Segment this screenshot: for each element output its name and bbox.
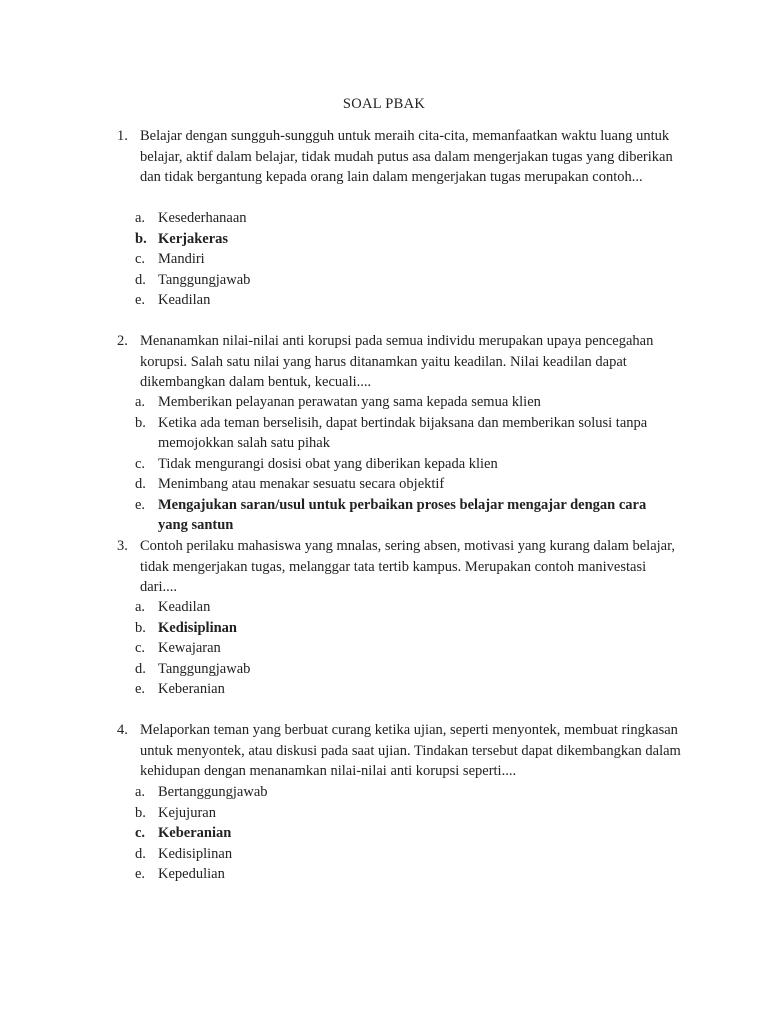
option-text: Kejujuran xyxy=(158,804,216,821)
option-text: Keadilan xyxy=(158,292,211,308)
option-text: Tanggungjawab xyxy=(158,660,251,677)
option-text: Kesederhanaan xyxy=(158,210,247,226)
option-letter: d. xyxy=(135,845,146,862)
option-3d xyxy=(0,659,768,680)
question-text: Belajar dengan sungguh-sungguh untuk meraih cita-cita, memanfaatkan waktu luang untuk belajar, aktif dalam belajar, tidak mudah putus asa dalam mengerjakan tugas yang diberikan dan tidak bergantung kepada orang lain dalam mengerjakan tugas merupakan contoh... xyxy=(140,128,673,185)
option-1e xyxy=(0,290,768,311)
option-letter: b. xyxy=(135,414,146,431)
option-letter: a. xyxy=(135,784,146,800)
option-letter: e. xyxy=(135,292,146,308)
option-letter: d. xyxy=(135,476,146,492)
option-letter: e. xyxy=(135,496,146,513)
option-text: Memberikan pelayanan perawatan yang sama kepada semua klien xyxy=(158,394,541,410)
option-1d xyxy=(0,270,768,291)
option-4b xyxy=(0,803,768,824)
option-2e xyxy=(0,495,768,536)
option-letter: d. xyxy=(135,271,146,288)
option-3c xyxy=(0,638,768,659)
option-2d xyxy=(0,474,768,495)
option-letter: e. xyxy=(135,681,146,697)
option-4e xyxy=(0,864,768,885)
options-1 xyxy=(0,208,768,311)
options-3 xyxy=(0,597,768,700)
option-text: Ketika ada teman berselisih, dapat bertindak bijaksana dan memberikan solusi tanpa memojokkan salah satu pihak xyxy=(158,414,648,451)
option-letter: a. xyxy=(135,210,146,226)
option-letter: b. xyxy=(135,230,147,247)
option-letter: c. xyxy=(135,251,146,267)
option-letter: c. xyxy=(135,640,146,656)
option-3b xyxy=(0,618,768,639)
option-letter: b. xyxy=(135,804,146,821)
question-text: Contoh perilaku mahasiswa yang mnalas, sering absen, motivasi yang kurang dalam belajar, tidak mengerjakan tugas, melanggar tata tertib kampus. Merupakan contoh manivestasi dari.... xyxy=(140,538,675,595)
option-text: Kewajaran xyxy=(158,640,221,656)
option-text: Kerjakeras xyxy=(158,230,229,247)
question-text: Menanamkan nilai-nilai anti korupsi pada semua individu merupakan upaya pencegahan korupsi. Salah satu nilai yang harus ditanamkan yaitu keadilan. Nilai keadilan dapat dikembangkan dalam bentuk, kecuali.... xyxy=(140,333,654,390)
option-text: Kedisiplinan xyxy=(158,845,233,862)
option-text: Keberanian xyxy=(158,825,232,841)
option-4a xyxy=(0,782,768,803)
option-letter: d. xyxy=(135,660,146,677)
option-text: Menimbang atau menakar sesuatu secara objektif xyxy=(158,476,445,492)
option-letter: a. xyxy=(135,394,146,410)
option-4d xyxy=(0,844,768,865)
option-3a xyxy=(0,597,768,618)
option-letter: a. xyxy=(135,599,146,615)
option-4c xyxy=(0,823,768,844)
option-letter: c. xyxy=(135,455,146,472)
option-1c xyxy=(0,249,768,270)
question-number: 1. xyxy=(117,128,128,144)
option-text: Tidak mengurangi dosisi obat yang diberikan kepada klien xyxy=(158,455,498,472)
option-1a xyxy=(0,208,768,229)
option-3e xyxy=(0,679,768,700)
question-number: 2. xyxy=(117,333,128,349)
question-number: 4. xyxy=(117,722,128,738)
option-2b xyxy=(0,413,768,454)
option-2c xyxy=(0,454,768,475)
page-title: SOAL PBAK xyxy=(342,96,426,112)
option-letter: c. xyxy=(135,825,146,841)
question-number: 3. xyxy=(117,538,128,554)
option-text: Mandiri xyxy=(158,251,205,267)
question-text: Melaporkan teman yang berbuat curang ketika ujian, seperti menyontek, membuat ringkasan untuk menyontek, atau diskusi pada saat ujian. Tindakan tersebut dapat dikembangkan dalam kehidupan dengan menanamkan nilai-nilai anti korupsi seperti.... xyxy=(140,722,681,779)
options-4 xyxy=(0,782,768,885)
option-text: Keadilan xyxy=(158,599,211,615)
option-2a xyxy=(0,392,768,413)
option-text: Mengajukan saran/usul untuk perbaikan proses belajar mengajar dengan cara yang santun xyxy=(158,496,647,533)
option-letter: b. xyxy=(135,619,146,636)
option-letter: e. xyxy=(135,866,146,882)
option-text: Keberanian xyxy=(158,681,225,697)
options-2 xyxy=(0,392,768,536)
option-text: Kedisiplinan xyxy=(158,619,237,636)
option-1b xyxy=(0,229,768,250)
option-text: Tanggungjawab xyxy=(158,271,251,288)
option-text: Kepedulian xyxy=(158,866,225,882)
option-text: Bertanggungjawab xyxy=(158,784,268,800)
